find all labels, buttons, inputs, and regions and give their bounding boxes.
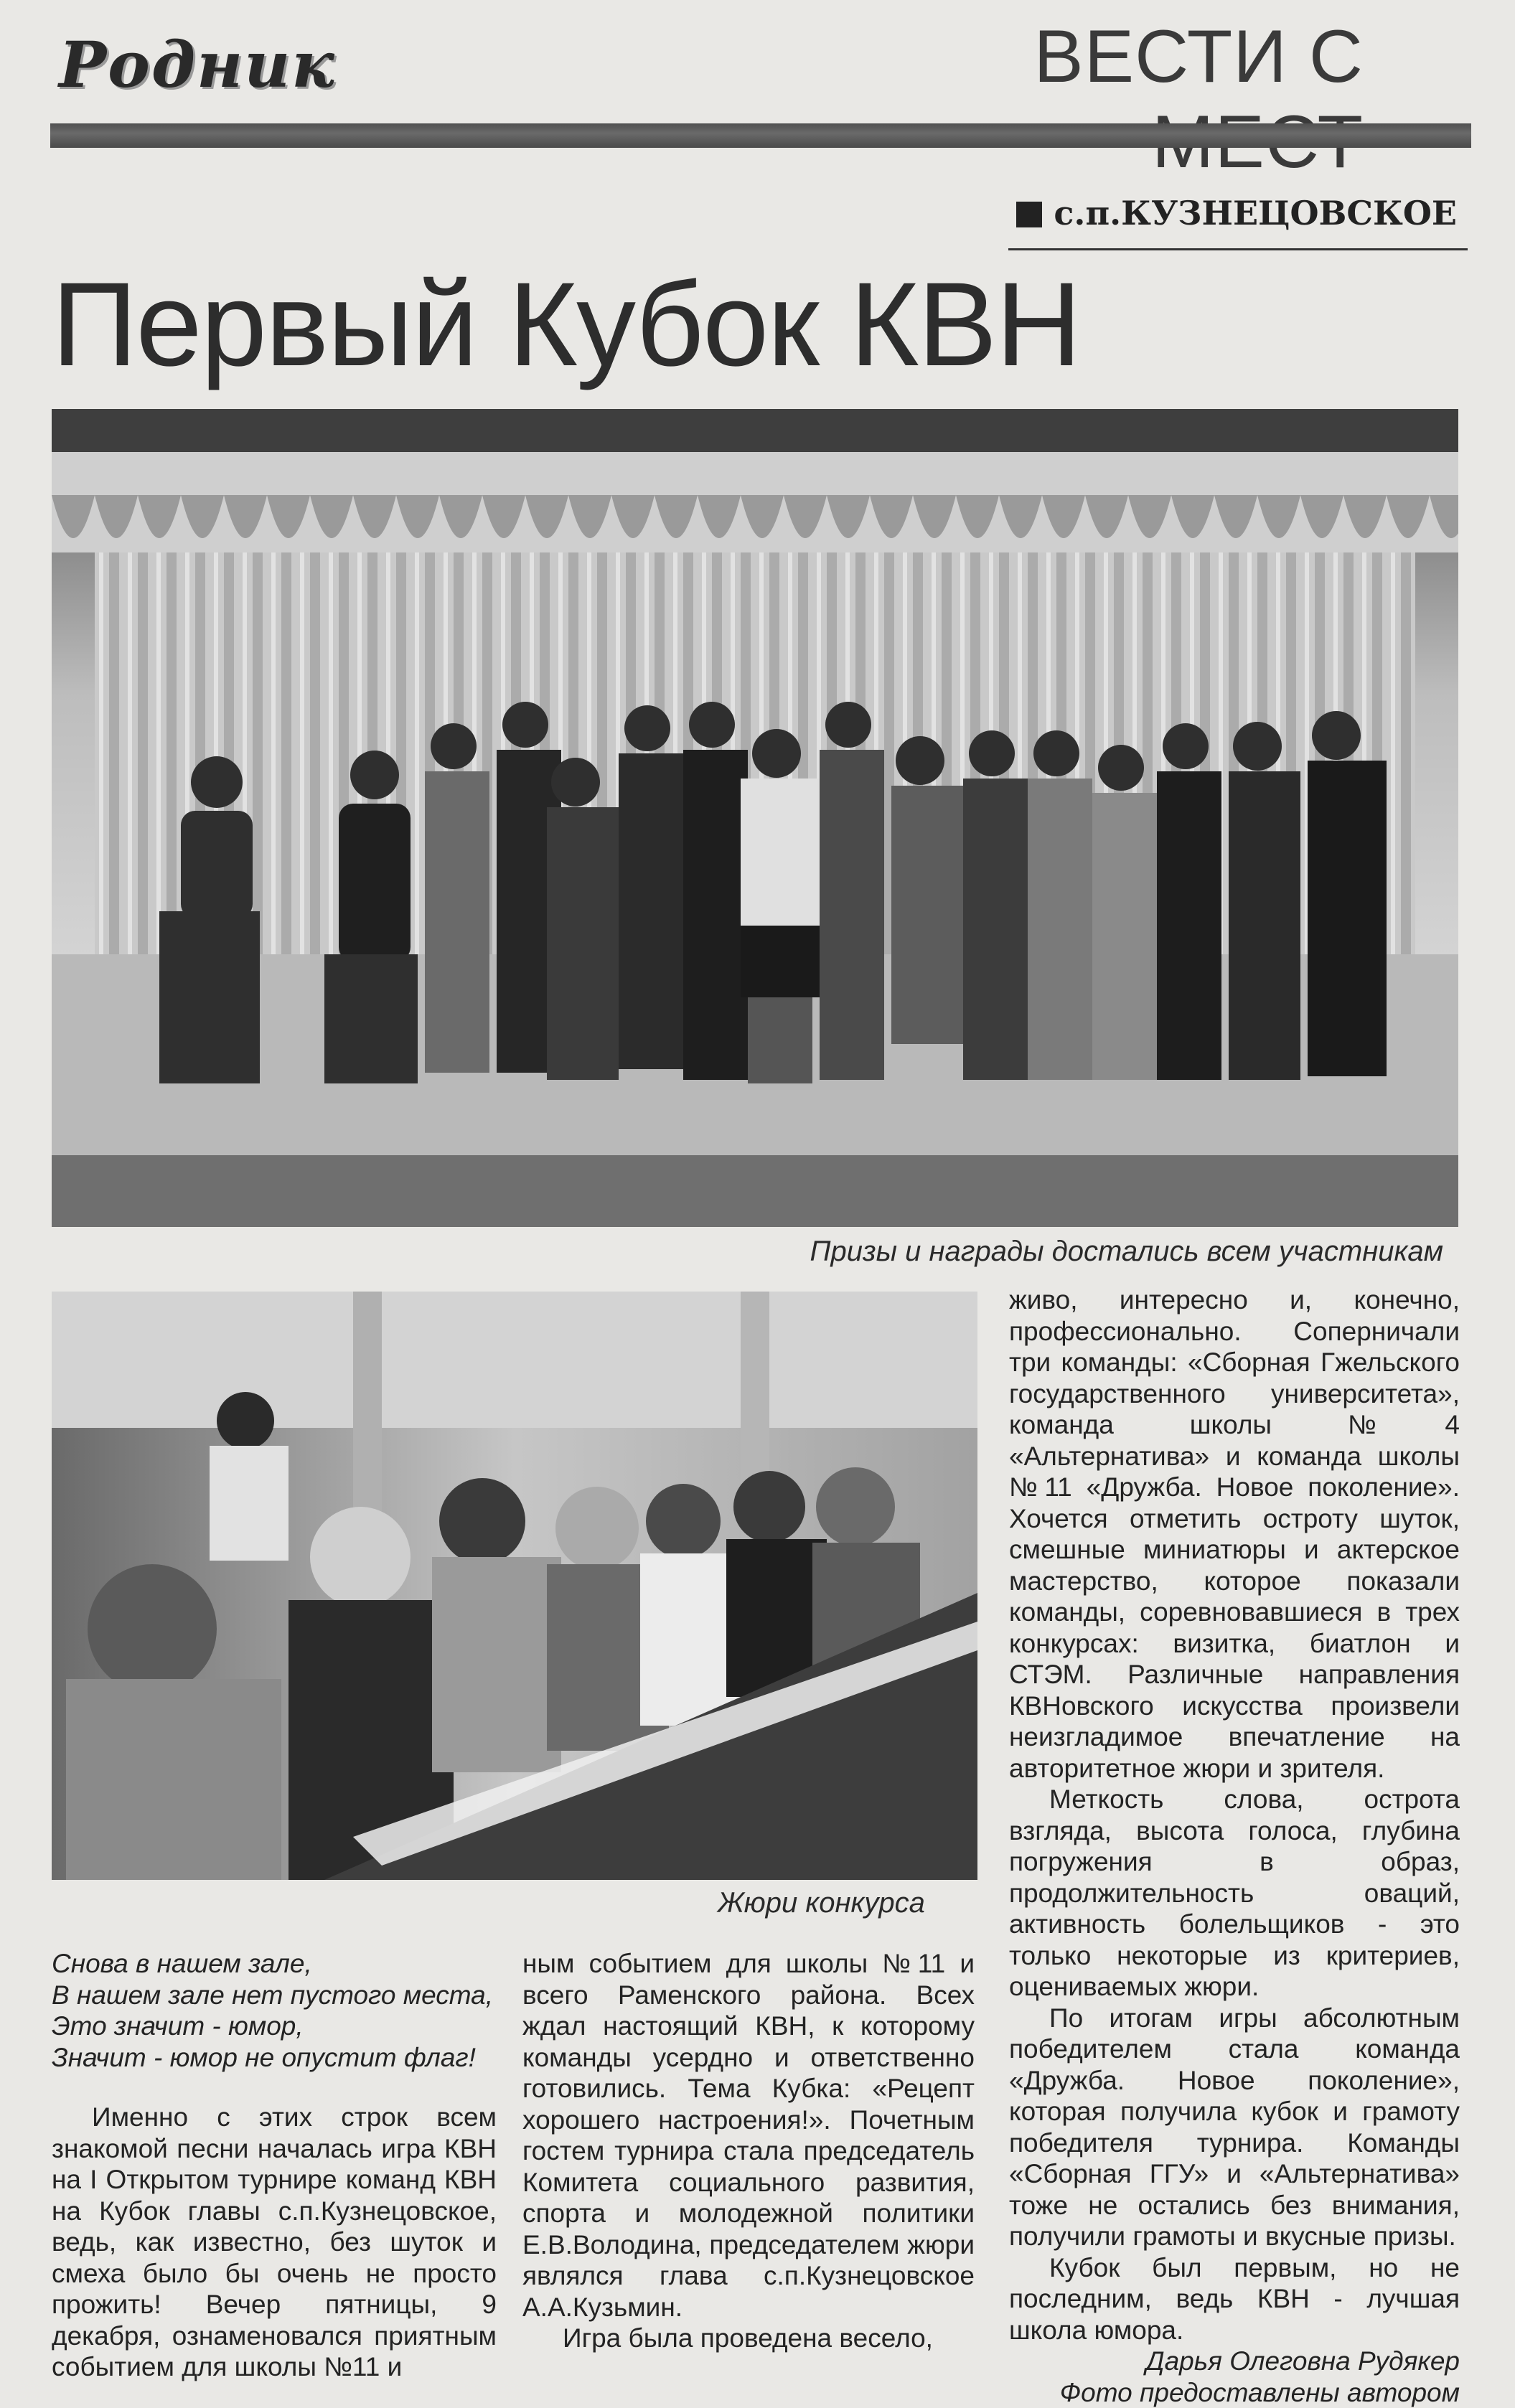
paragraph-game-start: Игра была проведена весело, [522,2323,975,2354]
photo-jury [52,1292,977,1880]
author-signature: Дарья Олеговна Рудякер [1009,2346,1460,2377]
paragraph-criteria: Меткость слова, острота взгляда, высота голоса, глубина погружения в образ, продолжительность оваций, активность болельщиков - это только некоторые из критериев, оцениваемых жюри. [1009,1784,1460,2003]
square-bullet-icon [1016,202,1042,227]
photo-caption-participants: Призы и награды достались всем участникам [810,1236,1444,1268]
paragraph-conclusion: Кубок был первым, но не последним, ведь КВН - лучшая школа юмора. [1009,2252,1460,2346]
paragraph-winner: По итогам игры абсолютным победителем стала команда «Дружба. Новое поколение», которая получила кубок и грамоту победителя турнира. Команды «Сборная ГГУ» и «Альтернатива» тоже не остались без внимания, получили грамоты и вкусные призы. [1009,2003,1460,2252]
locality-underline [1008,248,1468,250]
locality-label [990,194,1457,232]
photo-credit: Фото предоставлены автором [1009,2377,1460,2408]
paragraph-event: ным событием для школы №11 и всего Раменского района. Всех ждал настоящий КВН, к которому команды усердно и ответственно готовились. Тема Кубка: «Рецепт хорошего настроения!». Почетным гостем турнира стала председатель Комитета социального развития, спорта и молодежной политики Е.В.Володина, председателем жюри являлся глава с.п.Кузнецовское А.А.Кузьмин. [522,1948,975,2323]
locality-text: с.п.КУЗНЕЦОВСКОЕ [1054,194,1457,232]
song-epigraph [52,1948,497,2073]
poem-line: Снова в нашем зале, [52,1948,497,1980]
article-headline: Первый Кубок КВН [52,265,1080,385]
poem-line: Значит - юмор не опустит флаг! [52,2042,497,2074]
article-column-left [52,1948,497,2383]
section-title: ВЕСТИ С [804,14,1364,185]
photo-participants-on-stage [52,409,1458,1227]
header-rule [50,123,1471,148]
photo-caption-jury: Жюри конкурса [718,1887,925,1919]
article-column-middle [522,1948,975,2354]
paragraph-teams: живо, интересно и, конечно, профессионально. Соперничали три команды: «Сборная Гжельского государственного университета», команда школы №4 «Альтернатива» и команда школы №11 «Дружба. Новое поколение». Хочется отметить остроту шуток, смешные миниатюры и актерское мастерство, которое показали команды, соревновавшиеся в трех конкурсах: визитка, биатлон и СТЭМ. Различные направления КВНовского искусства произвели неизгладимое впечатление на авторитетное жюри и зрителя. [1009,1284,1460,1784]
paragraph-intro: Именно с этих строк всем знакомой песни началась игра КВН на I Открытом турнире команд КВН на Кубок главы с.п.Кузнецовское, ведь, как известно, без шуток и смеха было бы очень не просто прожить! Вечер пятницы, 9 декабря, ознаменовался приятным событием для школы №11 и [52,2102,497,2383]
poem-line: В нашем зале нет пустого места, [52,1980,497,2011]
article-column-right [1009,1284,1460,2408]
poem-line: Это значит - юмор, [52,2010,497,2042]
newspaper-logo: Родник [59,27,336,102]
